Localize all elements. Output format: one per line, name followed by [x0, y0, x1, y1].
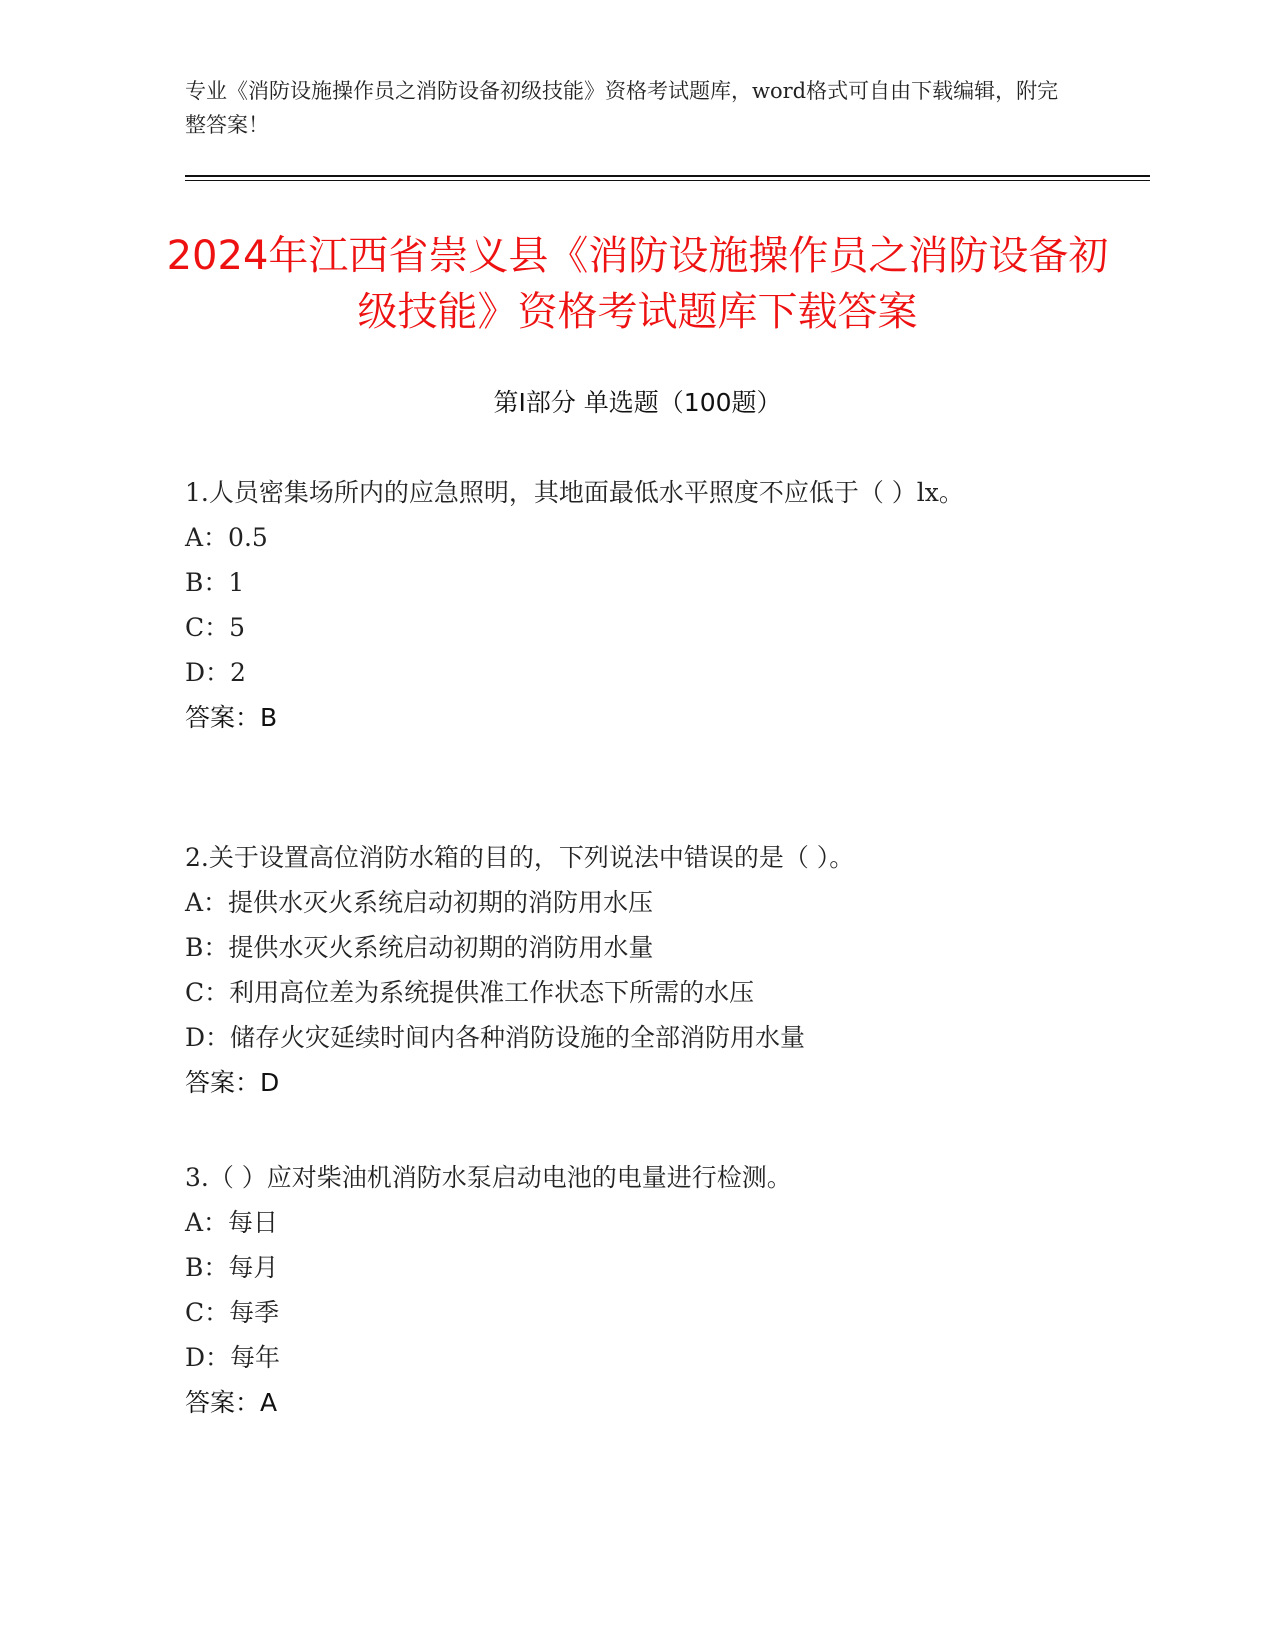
answer-line: 答案：A [185, 1388, 278, 1417]
option-c: C：5 [185, 613, 246, 642]
option-b: B：每月 [185, 1253, 279, 1282]
option-a: A：提供水灭火系统启动初期的消防用水压 [185, 888, 654, 917]
option-b: B：1 [185, 568, 245, 597]
question-block [185, 470, 1085, 740]
option-c: C：每季 [185, 1298, 280, 1327]
question-stem: 1.人员密集场所内的应急照明，其地面最低水平照度不应低于（ ）lx。 [185, 478, 964, 507]
option-d: D：2 [185, 658, 246, 687]
question-block [185, 835, 1085, 1105]
option-a: A：每日 [185, 1208, 279, 1237]
header-note: 专业《消防设施操作员之消防设备初级技能》资格考试题库，word格式可自由下载编辑，附完整答案！ [185, 79, 1059, 137]
header-divider-thick [185, 175, 1150, 177]
option-c: C：利用高位差为系统提供准工作状态下所需的水压 [185, 978, 755, 1007]
answer-line: 答案：B [185, 703, 278, 732]
option-d: D：每年 [185, 1343, 281, 1372]
section-heading: 第Ⅰ部分 单选题（100题） [493, 388, 782, 417]
option-a: A：0.5 [185, 523, 268, 552]
answer-line: 答案：D [185, 1068, 280, 1097]
question-block [185, 1155, 1085, 1425]
question-stem: 2.关于设置高位消防水箱的目的，下列说法中错误的是（ ）。 [185, 843, 855, 872]
option-b: B：提供水灭火系统启动初期的消防用水量 [185, 933, 654, 962]
header-divider-thin [185, 180, 1150, 181]
document-title: 2024年江西省崇义县《消防设施操作员之消防设备初级技能》资格考试题库下载答案 [166, 233, 1109, 335]
option-d: D：储存火灾延续时间内各种消防设施的全部消防用水量 [185, 1023, 806, 1052]
question-stem: 3.（ ）应对柴油机消防水泵启动电池的电量进行检测。 [185, 1163, 792, 1192]
